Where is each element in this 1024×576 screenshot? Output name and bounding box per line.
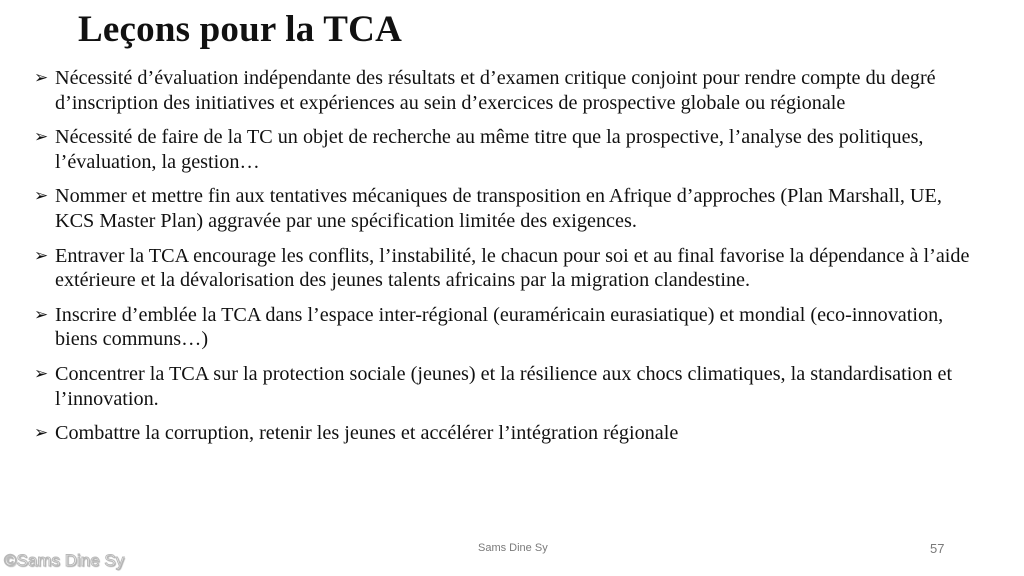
bullet-text: Inscrire d’emblée la TCA dans l’espace inter-régional (euraméricain eurasiatique) et mondial (eco-innovation, biens communs…) xyxy=(55,303,944,351)
bullet-item xyxy=(34,125,984,174)
arrow-bullet-icon: ➢ xyxy=(34,304,49,325)
copyright-watermark: ©Sams Dine Sy xyxy=(4,551,125,570)
bullet-item xyxy=(34,66,984,115)
bullet-text: Combattre la corruption, retenir les jeunes et accélérer l’intégration régionale xyxy=(55,422,679,445)
bullet-item xyxy=(34,244,984,293)
bullet-text: Nécessité d’évaluation indépendante des résultats et d’examen critique conjoint pour rendre compte du degré d’inscription des initiatives et expériences au sein d’exercices de prospective globale ou régionale xyxy=(55,67,936,114)
bullet-item xyxy=(34,184,984,233)
arrow-bullet-icon: ➢ xyxy=(34,186,49,207)
arrow-bullet-icon: ➢ xyxy=(34,68,49,88)
bullet-text: Nécessité de faire de la TC un objet de recherche au même titre que la prospective, l’analyse des politiques, l’évaluation, la gestion… xyxy=(55,126,924,173)
arrow-bullet-icon: ➢ xyxy=(34,127,49,148)
bullet-text: Nommer et mettre fin aux tentatives mécaniques de transposition en Afrique d’approches (Plan Marshall, UE, KCS Master Plan) aggravée par une spécification limitée des exigences. xyxy=(55,185,942,232)
bullet-item xyxy=(34,421,984,446)
bullet-list xyxy=(34,66,984,456)
arrow-bullet-icon: ➢ xyxy=(34,423,49,444)
bullet-item xyxy=(34,303,984,352)
bullet-text: Concentrer la TCA sur la protection sociale (jeunes) et la résilience aux chocs climatiques, la standardisation et l’innovation. xyxy=(55,362,953,410)
bullet-text: Entraver la TCA encourage les conflits, l’instabilité, le chacun pour soi et au final favorise la dépendance à l’aide extérieure et la dévalorisation des jeunes talents africains par la migration clandestine. xyxy=(55,244,970,292)
arrow-bullet-icon: ➢ xyxy=(34,245,49,266)
slide-title: Leçons pour la TCA xyxy=(78,9,402,50)
footer-author: Sams Dine Sy xyxy=(478,542,548,554)
arrow-bullet-icon: ➢ xyxy=(34,363,49,384)
page-number: 57 xyxy=(930,541,945,556)
bullet-item xyxy=(34,362,984,411)
